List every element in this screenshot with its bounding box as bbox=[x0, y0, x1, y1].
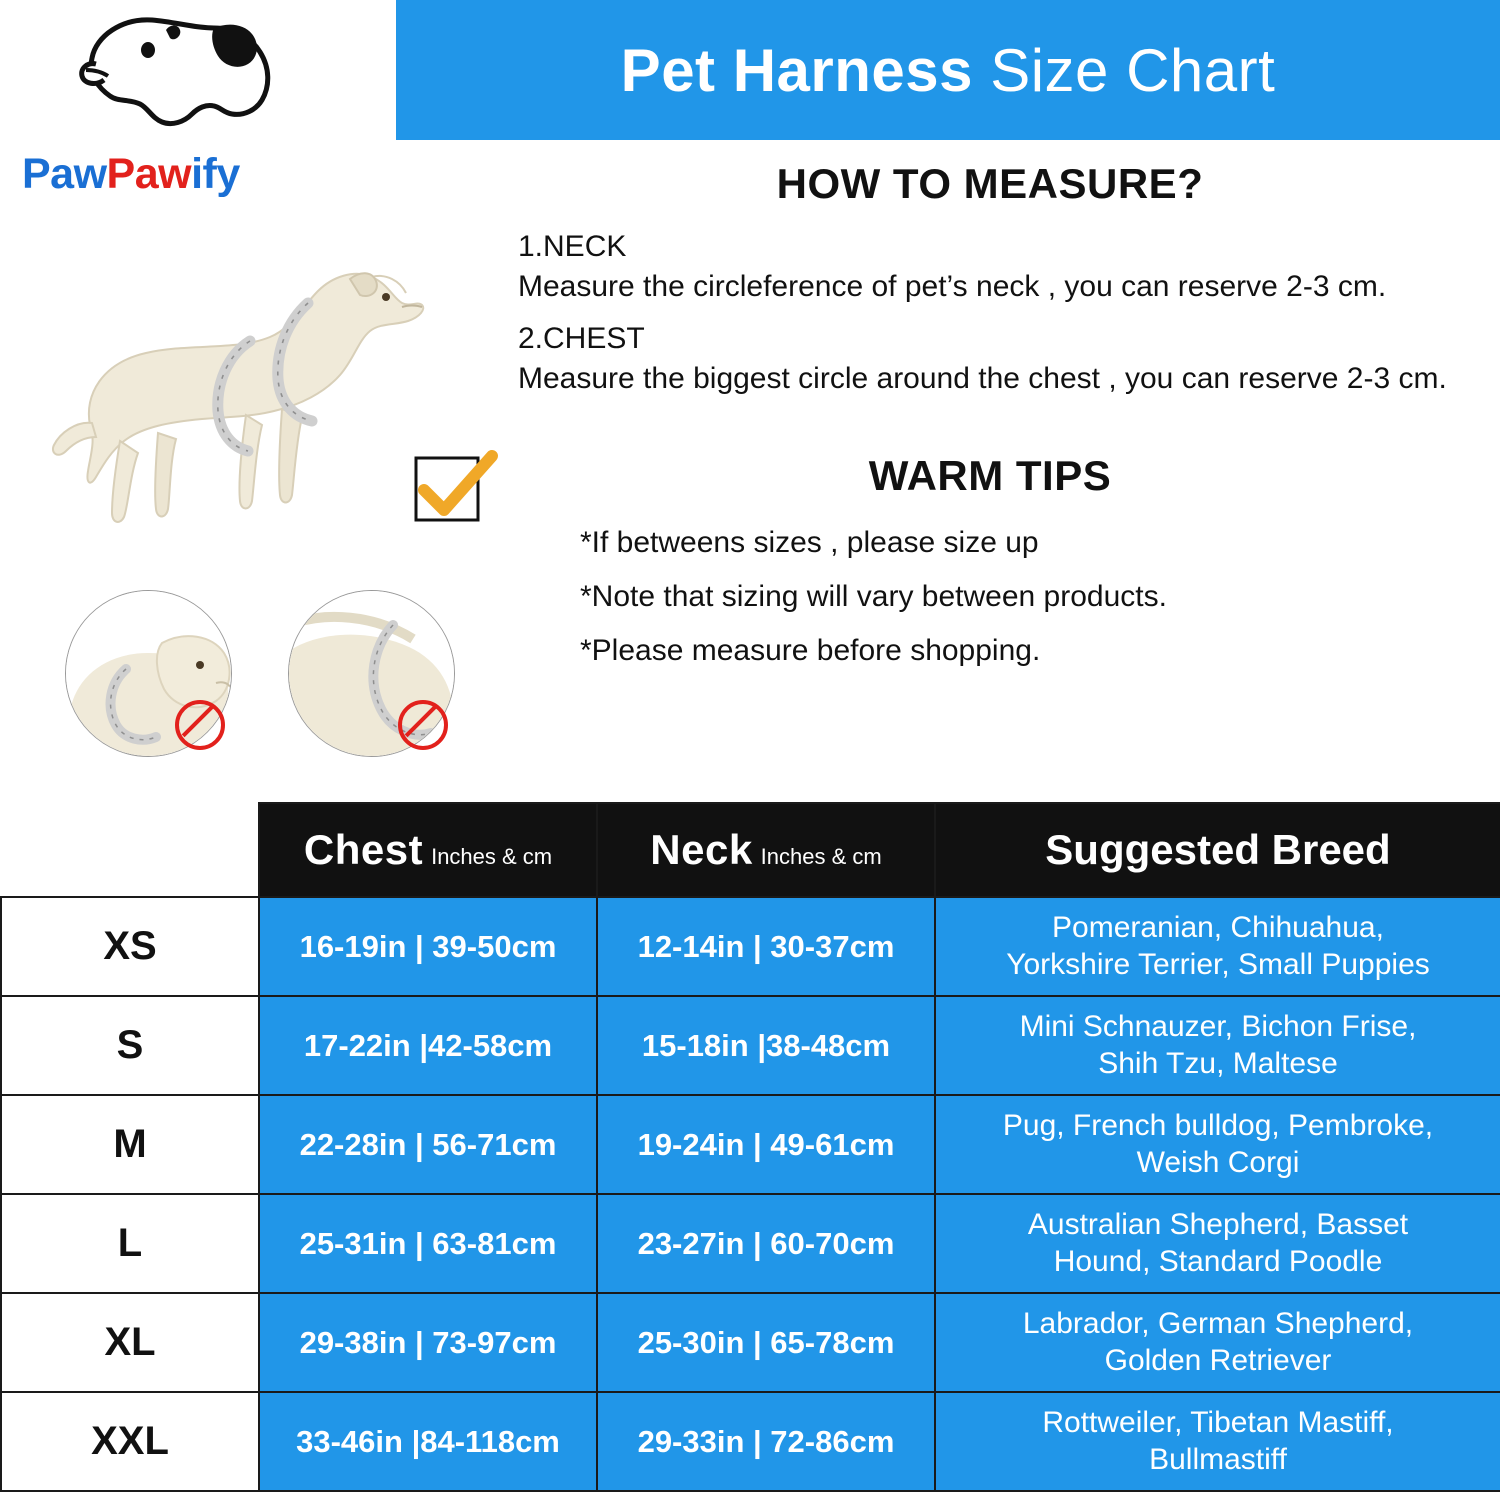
measure-step-1-label: 1.NECK bbox=[518, 230, 627, 263]
row-neck-xxl: 29-33in | 72-86cm bbox=[597, 1392, 935, 1491]
brand-word-2: Paw bbox=[106, 150, 192, 198]
row-size-s: S bbox=[1, 996, 259, 1095]
header-neck-units: Inches & cm bbox=[760, 844, 882, 869]
dog-head-icon bbox=[74, 14, 304, 139]
page-title bbox=[621, 36, 1276, 105]
row-breed-xxl-line2: Bullmastiff bbox=[1149, 1442, 1287, 1476]
header-chest-units: Inches & cm bbox=[431, 844, 553, 869]
row-neck-s: 15-18in |38-48cm bbox=[597, 996, 935, 1095]
row-breed-xxl-line1: Rottweiler, Tibetan Mastiff, bbox=[1042, 1405, 1394, 1439]
row-chest-s: 17-22in |42-58cm bbox=[259, 996, 597, 1095]
row-chest-xs: 16-19in | 39-50cm bbox=[259, 897, 597, 996]
dog-side-view-photo bbox=[50, 245, 440, 565]
row-breed-m-line2: Weish Corgi bbox=[1136, 1145, 1300, 1179]
page-title-bold: Pet Harness bbox=[620, 36, 974, 104]
row-breed-m bbox=[935, 1095, 1500, 1194]
warm-tip-2: *Note that sizing will vary between products. bbox=[580, 580, 1167, 613]
row-neck-m: 19-24in | 49-61cm bbox=[597, 1095, 935, 1194]
how-to-measure-title: HOW TO MEASURE? bbox=[776, 160, 1204, 207]
row-chest-l: 25-31in | 63-81cm bbox=[259, 1194, 597, 1293]
row-breed-l bbox=[935, 1194, 1500, 1293]
table-row bbox=[1, 996, 1500, 1095]
header-neck bbox=[597, 803, 935, 897]
table-row bbox=[1, 1095, 1500, 1194]
row-breed-xs bbox=[935, 897, 1500, 996]
measure-step-2-label: 2.CHEST bbox=[518, 322, 645, 355]
table-row bbox=[1, 1194, 1500, 1293]
row-breed-l-line1: Australian Shepherd, Basset bbox=[1027, 1207, 1409, 1241]
measure-step-2-text: Measure the biggest circle around the chest , you can reserve 2-3 cm. bbox=[518, 362, 1447, 395]
table-row bbox=[1, 1293, 1500, 1392]
row-breed-s bbox=[935, 996, 1500, 1095]
row-breed-xs-line1: Pomeranian, Chihuahua, bbox=[1052, 910, 1384, 944]
instructions-section bbox=[500, 160, 1480, 688]
no-entry-icon-1 bbox=[175, 700, 225, 750]
header-breed bbox=[935, 803, 1500, 897]
header-chest bbox=[259, 803, 597, 897]
row-breed-xxl bbox=[935, 1392, 1500, 1491]
row-chest-xxl: 33-46in |84-118cm bbox=[259, 1392, 597, 1491]
no-entry-icon-2 bbox=[398, 700, 448, 750]
brand-word-3: ify bbox=[191, 150, 240, 198]
brand-word-1: Paw bbox=[22, 150, 107, 198]
measure-step-1-text: Measure the circleference of pet’s neck , you can reserve 2-3 cm. bbox=[518, 270, 1387, 303]
row-size-m: M bbox=[1, 1095, 259, 1194]
table-header-row bbox=[1, 803, 1500, 897]
row-breed-xl bbox=[935, 1293, 1500, 1392]
table-row bbox=[1, 1392, 1500, 1491]
check-mark-icon bbox=[410, 450, 500, 540]
measurement-illustrations bbox=[40, 245, 500, 775]
row-neck-xl: 25-30in | 65-78cm bbox=[597, 1293, 935, 1392]
row-breed-xs-line2: Yorkshire Terrier, Small Puppies bbox=[1006, 947, 1430, 981]
page-title-light: Size Chart bbox=[990, 36, 1276, 104]
table-row bbox=[1, 897, 1500, 996]
row-breed-s-line1: Mini Schnauzer, Bichon Frise, bbox=[1019, 1009, 1417, 1043]
brand-logo bbox=[14, 10, 394, 220]
row-chest-m: 22-28in | 56-71cm bbox=[259, 1095, 597, 1194]
header-neck-label: Neck bbox=[650, 826, 753, 873]
row-size-xs: XS bbox=[1, 897, 259, 996]
header-size-blank bbox=[1, 803, 259, 897]
warm-tips-title: WARM TIPS bbox=[868, 452, 1112, 499]
warm-tip-1: *If betweens sizes , please size up bbox=[580, 526, 1039, 559]
row-breed-xl-line1: Labrador, German Shepherd, bbox=[1022, 1306, 1414, 1340]
row-breed-s-line2: Shih Tzu, Maltese bbox=[1098, 1046, 1338, 1080]
row-breed-m-line1: Pug, French bulldog, Pembroke, bbox=[1002, 1108, 1434, 1142]
row-size-xl: XL bbox=[1, 1293, 259, 1392]
row-breed-xl-line2: Golden Retriever bbox=[1104, 1343, 1332, 1377]
size-chart-table bbox=[0, 802, 1500, 1492]
brand-wordmark bbox=[22, 150, 240, 199]
warm-tip-3: *Please measure before shopping. bbox=[580, 634, 1041, 667]
header-chest-label: Chest bbox=[303, 826, 424, 873]
header-breed-label: Suggested Breed bbox=[1045, 826, 1391, 873]
row-neck-xs: 12-14in | 30-37cm bbox=[597, 897, 935, 996]
header-band bbox=[396, 0, 1500, 140]
row-breed-l-line2: Hound, Standard Poodle bbox=[1053, 1244, 1383, 1278]
row-chest-xl: 29-38in | 73-97cm bbox=[259, 1293, 597, 1392]
row-neck-l: 23-27in | 60-70cm bbox=[597, 1194, 935, 1293]
row-size-l: L bbox=[1, 1194, 259, 1293]
row-size-xxl: XXL bbox=[1, 1392, 259, 1491]
